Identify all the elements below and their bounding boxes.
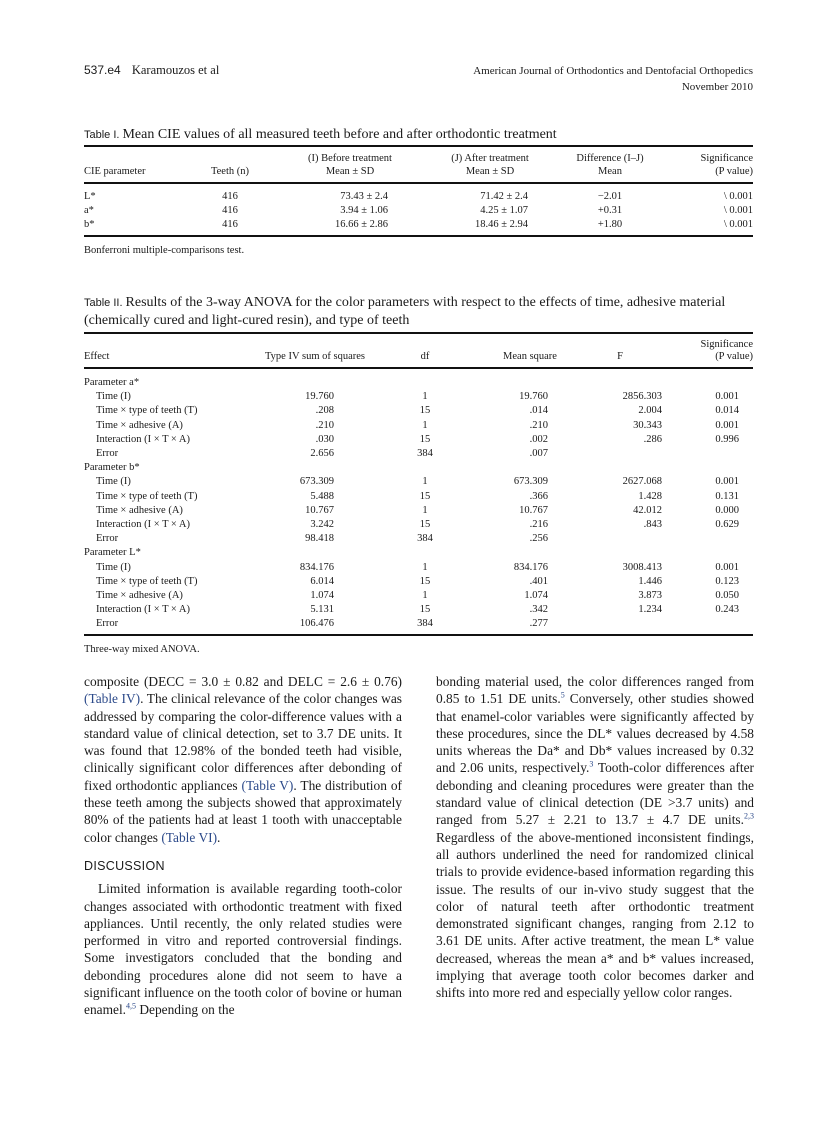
- t2-cell-ss: 834.176: [299, 561, 334, 573]
- t2-cell-effect: Time × adhesive (A): [96, 590, 183, 601]
- t1-cell-after: 4.25 ± 1.07: [480, 205, 528, 216]
- t2-cell-effect: Time × type of teeth (T): [96, 575, 198, 587]
- t1-cell-sig: \ 0.001: [723, 191, 753, 202]
- citation-link[interactable]: 3: [589, 760, 594, 770]
- t2-cell-df: 1: [422, 590, 428, 601]
- t2-cell-ms: 10.767: [519, 504, 548, 516]
- t1-h-diff-2: Mean: [598, 166, 622, 177]
- table1-footnote: Bonferroni multiple-comparisons test.: [84, 245, 245, 256]
- running-header-left: [84, 63, 219, 78]
- table2-label: Table II.: [84, 297, 123, 309]
- t2-cell-effect: Time (I): [96, 561, 131, 573]
- t2-cell-p: 0.001: [715, 391, 739, 403]
- t1-cell-teeth: 416: [222, 219, 238, 230]
- t2-cell-ms: .002: [529, 433, 548, 445]
- journal-name: American Journal of Orthodontics and Dentofacial Orthopedics: [473, 65, 753, 77]
- t2-cell-f: 1.428: [638, 490, 662, 502]
- t2-cell-effect: Time × adhesive (A): [96, 419, 183, 431]
- t2-cell-ms: .210: [529, 419, 548, 431]
- t2-cell-f: 42.012: [633, 504, 662, 516]
- t1-h-before-1: (I) Before treatment: [308, 153, 392, 164]
- t2-cell-df: 15: [419, 433, 431, 445]
- citation-link[interactable]: 5: [560, 690, 565, 700]
- table-vi-link[interactable]: (Table VI): [161, 829, 218, 845]
- t1-h-param: CIE parameter: [84, 166, 146, 177]
- table2-top-rule: [84, 332, 753, 334]
- table2-group-heading: Parameter b*: [84, 462, 140, 474]
- t2-h-f: F: [617, 351, 623, 362]
- running-header-right: [473, 63, 753, 95]
- table2-bottom-rule: [84, 634, 753, 636]
- t2-cell-effect: Error: [96, 618, 119, 630]
- citation-link[interactable]: 4,5: [126, 1001, 137, 1011]
- table1-top-rule: [84, 145, 753, 147]
- t1-h-diff-1: Difference (I–J): [576, 153, 644, 164]
- t2-cell-p: 0.629: [715, 519, 739, 530]
- t2-cell-df: 15: [419, 405, 431, 417]
- t2-cell-effect: Time (I): [96, 476, 131, 488]
- t2-cell-df: 384: [417, 533, 433, 545]
- t2-cell-f: 2.004: [638, 405, 662, 417]
- t1-h-before-2: Mean ± SD: [325, 166, 375, 177]
- t2-cell-ss: 6.014: [310, 575, 334, 587]
- t2-cell-df: 15: [419, 519, 431, 530]
- t2-cell-df: 15: [419, 490, 431, 502]
- t2-cell-df: 1: [422, 476, 428, 488]
- authors: Karamouzos et al: [131, 63, 220, 77]
- t2-cell-df: 1: [422, 504, 428, 516]
- table-v-link[interactable]: (Table V): [241, 777, 294, 793]
- t1-h-after-2: Mean ± SD: [465, 166, 515, 177]
- t1-cell-sig: \ 0.001: [723, 219, 753, 230]
- issue-date: November 2010: [681, 81, 753, 93]
- t2-cell-effect: Error: [96, 448, 119, 459]
- t2-cell-ms: .401: [529, 575, 548, 587]
- t2-cell-ss: .030: [315, 433, 334, 445]
- table2-group-heading: Parameter L*: [84, 547, 141, 559]
- t2-cell-ss: 19.760: [305, 391, 334, 403]
- table2-footnote: Three-way mixed ANOVA.: [84, 644, 200, 655]
- t2-h-sig-1: Significance: [700, 339, 753, 350]
- t2-cell-p: 0.001: [715, 561, 739, 573]
- body-left-column: [84, 673, 402, 1019]
- t1-h-teeth: Teeth (n): [210, 166, 250, 177]
- t2-cell-ss: 2.656: [310, 448, 334, 459]
- t2-cell-effect: Time (I): [96, 391, 131, 403]
- page-number: 537.e4: [84, 63, 121, 77]
- t2-h-df: df: [420, 351, 430, 362]
- t2-cell-effect: Time × type of teeth (T): [96, 405, 198, 417]
- t2-cell-ss: 3.242: [310, 519, 334, 530]
- t1-h-after-1: (J) After treatment: [451, 153, 529, 164]
- t2-cell-f: 3008.413: [622, 561, 662, 573]
- t1-cell-param: b*: [84, 219, 95, 230]
- t2-cell-df: 1: [422, 391, 428, 403]
- table1-bottom-rule: [84, 235, 753, 237]
- t1-cell-diff: +0.31: [597, 205, 623, 216]
- t2-cell-ss: .210: [315, 419, 334, 431]
- t2-cell-f: 3.873: [638, 590, 662, 601]
- t1-cell-sig: \ 0.001: [723, 205, 753, 216]
- table2-header-rule: [84, 367, 753, 369]
- t2-cell-p: 0.123: [715, 575, 739, 587]
- table2-title-line1: Results of the 3-way ANOVA for the color parameters with respect to the effects of time, adhesive material: [125, 295, 726, 310]
- t2-cell-ss: .208: [315, 405, 334, 417]
- t2-cell-ss: 10.767: [305, 504, 334, 516]
- t2-cell-ms: .216: [529, 519, 548, 530]
- section-heading-discussion: DISCUSSION: [84, 858, 165, 873]
- t2-cell-f: .286: [643, 433, 662, 445]
- t2-cell-ss: 5.488: [310, 490, 334, 502]
- paragraph: composite (DECC = 3.0 ± 0.82 and DELC = 2.6 ± 0.76) (Table IV). The clinical relevance of the color changes was addressed by comparing the color-difference values with a standard value of clinical detection, set to 3.7 DE units. It was found that 12.98% of the bonded teeth had visible, clinically significant color differences after debonding of fixed orthodontic appliances (Table V). The distribution of these teeth among the subjects showed that approximately 80% of the patients had at least 1 tooth with unacceptable color changes (Table VI).: [84, 674, 402, 845]
- table-iv-link[interactable]: (Table IV): [84, 691, 141, 707]
- t1-cell-before: 73.43 ± 2.4: [340, 191, 388, 202]
- t2-cell-p: 0.131: [715, 490, 739, 502]
- t2-cell-df: 384: [417, 618, 433, 630]
- t2-cell-ss: 1.074: [310, 590, 334, 601]
- t2-cell-p: 0.050: [715, 590, 739, 601]
- t2-cell-f: 1.446: [638, 575, 662, 587]
- t2-cell-ms: .366: [529, 490, 548, 502]
- t2-cell-df: 1: [422, 419, 428, 431]
- t2-cell-ms: .007: [529, 448, 548, 459]
- t2-cell-f: 2627.068: [622, 476, 662, 488]
- t2-cell-ms: .014: [529, 405, 548, 417]
- t2-h-effect: Effect: [84, 351, 110, 362]
- table2-title-line2: (chemically cured and light-cured resin), and type of teeth: [84, 313, 410, 328]
- t2-cell-effect: Interaction (I × T × A): [96, 519, 190, 530]
- t2-cell-p: 0.001: [715, 419, 739, 431]
- t1-cell-before: 3.94 ± 1.06: [340, 205, 388, 216]
- table1-caption: [84, 126, 557, 144]
- t2-cell-ms: .342: [529, 604, 548, 616]
- t2-cell-ss: 106.476: [299, 618, 334, 630]
- table1-label: Table I.: [84, 129, 120, 141]
- t2-cell-ss: 5.131: [310, 604, 334, 616]
- t2-cell-ms: 19.760: [519, 391, 548, 403]
- t1-cell-param: a*: [84, 205, 94, 216]
- t2-cell-df: 1: [422, 561, 428, 573]
- t2-cell-f: 2856.303: [622, 391, 662, 403]
- t2-cell-df: 15: [419, 575, 431, 587]
- paragraph: bonding material used, the color differences ranged from 0.85 to 1.51 DE units.$^5$ Conversely, other studies showed that enamel-color variables were significantly affected by these procedures, since the DL* values decreased by 4.58 units whereas the Da* and Db* values increased by 0.32 and 2.06 units, respectively.$^3$ Tooth-color differences after debonding and cleaning procedures were greater than the standard value of clinical detection (DE >3.7 units) and ranged from 5.27 ± 2.21 to 13.7 ± 4.7 DE units.$^{2,3}$ Regardless of the above-mentioned inconsistent findings, all authors underlined the need for randomized clinical trials to provide evidence-based information regarding this issue. The results of our in-vivo study suggest that the color of natural teeth after orthodontic treatment demonstrated significant changes, ranging from 2.12 to 3.61 DE units. After active treatment, the mean L* value decreased, whereas the mean a* and b* values increased, implying that average tooth color becomes darker and shifts into more red and especially yellow color ranges.: [436, 674, 754, 1001]
- t2-cell-p: 0.000: [715, 504, 739, 516]
- t1-cell-diff: +1.80: [597, 219, 623, 230]
- t2-h-ms: Mean square: [503, 351, 557, 362]
- t1-h-sig-2: (P value): [715, 166, 753, 177]
- t2-cell-p: 0.243: [715, 604, 739, 616]
- t2-cell-df: 384: [417, 448, 433, 459]
- t1-cell-after: 71.42 ± 2.4: [480, 191, 528, 202]
- t2-cell-f: .843: [643, 519, 662, 530]
- citation-link[interactable]: 2,3: [744, 811, 754, 821]
- t1-cell-diff: −2.01: [597, 191, 623, 202]
- table2-caption: [84, 294, 754, 329]
- t2-cell-effect: Time × type of teeth (T): [96, 490, 198, 502]
- t2-cell-ms: 834.176: [513, 561, 548, 573]
- t2-cell-df: 15: [419, 604, 431, 616]
- table1-header-rule: [84, 182, 753, 184]
- t1-cell-before: 16.66 ± 2.86: [334, 219, 388, 230]
- t2-cell-ms: 673.309: [513, 476, 548, 488]
- t2-cell-effect: Error: [96, 533, 119, 545]
- table1-title: Mean CIE values of all measured teeth before and after orthodontic treatment: [122, 127, 557, 142]
- t2-cell-ss: 673.309: [299, 476, 334, 488]
- t2-h-ss: Type IV sum of squares: [265, 351, 365, 362]
- t2-cell-ss: 98.418: [305, 533, 334, 545]
- t2-h-sig-2: (P value): [715, 351, 753, 362]
- t1-cell-after: 18.46 ± 2.94: [474, 219, 528, 230]
- t1-h-sig-1: Significance: [700, 153, 753, 164]
- t2-cell-effect: Interaction (I × T × A): [96, 604, 190, 616]
- body-right-column: [436, 673, 754, 1002]
- t2-cell-effect: Interaction (I × T × A): [96, 433, 190, 445]
- t2-cell-p: 0.001: [715, 476, 739, 488]
- t1-cell-teeth: 416: [222, 191, 238, 202]
- t2-cell-effect: Time × adhesive (A): [96, 504, 183, 516]
- t2-cell-ms: .256: [529, 533, 548, 545]
- t2-cell-f: 30.343: [633, 419, 662, 431]
- t2-cell-p: 0.014: [715, 405, 739, 417]
- paragraph: Limited information is available regarding tooth-color changes associated with orthodontic treatment with fixed appliances. Until recently, the only related studies were performed in vitro and reported controversial findings. Some investigators concluded that the bonding and debonding procedures alone did not seem to have a significant influence on the tooth color of bovine or human enamel.$^{4,5}$ Depending on the: [84, 881, 402, 1018]
- t1-cell-param: L*: [84, 191, 96, 202]
- t2-cell-ms: .277: [529, 618, 548, 630]
- table2-group-heading: Parameter a*: [84, 377, 140, 388]
- t2-cell-p: 0.996: [715, 433, 739, 445]
- t2-cell-ms: 1.074: [524, 590, 548, 601]
- t1-cell-teeth: 416: [222, 205, 238, 216]
- t2-cell-f: 1.234: [638, 604, 662, 616]
